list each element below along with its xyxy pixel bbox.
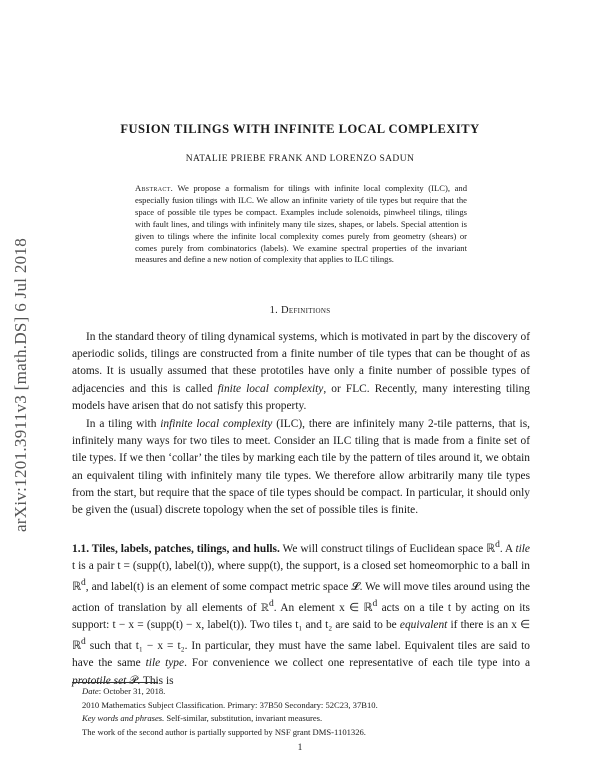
abstract-label: Abstract. — [135, 183, 174, 193]
p3-sup-1: d — [495, 540, 500, 550]
p3-s9: . For convenience we collect one representative of each tile type into a — [184, 657, 531, 670]
footnote-date — [72, 685, 530, 699]
p3-s7: if there is an x ∈ ℝ — [72, 619, 530, 653]
paragraph-1 — [72, 329, 530, 415]
section-title: Definitions — [281, 305, 331, 316]
p3-s3: t is a pair t = (supp(t), label(t)), where supp(t), the support, is a closed set homeomorphic to a ball in ℝ — [72, 560, 530, 593]
arxiv-stamp-text: arXiv:1201.3911v3 [math.DS] 6 Jul 2018 — [11, 237, 30, 532]
p3-sup-3: d — [268, 599, 274, 610]
paragraph-3 — [72, 537, 530, 690]
p3-s5: . An element x ∈ ℝ — [273, 602, 373, 614]
date-value: : October 31, 2018. — [98, 686, 166, 696]
p3-s8: such that t₁ − x = t₂. In particular, they must have the same label. Equivalent tiles are said to have the same — [72, 640, 530, 670]
p2-emphasis: infinite local complexity — [160, 418, 273, 430]
p3-type-em: tile type — [145, 657, 185, 670]
p3-sup-2: d — [81, 578, 86, 589]
p3-s2: . A — [499, 542, 516, 555]
p3-s4: , and label(t) is an element of some compact metric space 𝓛. We will move tiles around using the action of translation by all elements of ℝ — [72, 581, 530, 614]
keywords-value: Self-similar, substitution, invariant measures. — [164, 713, 323, 724]
abstract — [135, 183, 467, 266]
page-number: 1 — [297, 743, 303, 753]
p3-sup-4: d — [372, 599, 378, 610]
p1-emphasis: finite local complexity — [217, 382, 324, 395]
section-number: 1. — [269, 305, 279, 316]
p1-text-b: , or FLC. Recently, many interesting tiling models have arisen that do not satisfy this property. — [72, 382, 530, 412]
abstract-text: We propose a formalism for tilings with infinite local complexity (ILC), and especially fusion tilings with ILC. We allow an infinite variety of tile types but require that the space of possible tile types be compact. Examples include solenoids, pinwheel tilings, tilings with fault lines, and tilings with infinitely many tile sizes, shapes, or labels. Special attention is given to tilings where the infinite local complexity comes purely from geometry (shears) or comes purely from combinatorics (labels). We examine spectral properties of the invariant measures and define a new notion of complexity that applies to ILC tilings. — [135, 183, 467, 265]
p3-s1: We will construct tilings of Euclidean space ℝ — [279, 542, 496, 555]
p2-text-a: In a tiling with — [86, 418, 161, 430]
footnote-grant: The work of the second author is partially supported by NSF grant DMS-1101326. — [82, 727, 366, 738]
p3-equiv-em: equivalent — [399, 619, 448, 632]
keywords-label: Key words and phrases. — [82, 713, 165, 724]
p3-sup-5: d — [81, 637, 86, 648]
paper-title: FUSION TILINGS WITH INFINITE LOCAL COMPLEXITY — [120, 122, 480, 136]
footnote-msc: 2010 Mathematics Subject Classification. Primary: 37B50 Secondary: 52C23, 37B10. — [82, 699, 378, 710]
footnotes — [72, 685, 530, 740]
footnote-rule — [72, 682, 158, 683]
subsection-heading: 1.1. Tiles, labels, patches, tilings, and hulls. — [72, 542, 280, 555]
date-label: Date — [82, 686, 99, 696]
p3-proto-em: prototile set — [72, 674, 127, 687]
footnote-keywords — [72, 712, 530, 726]
p3-s10: 𝒫. This is — [126, 674, 174, 687]
section-heading — [0, 305, 600, 316]
p3-tile-em: tile — [515, 542, 530, 555]
p2-text-b: (ILC), there are infinitely many 2-tile patterns, that is, infinitely many ways for two tiles to meet. Consider an ILC tiling that is made from a finite set of tile types. If we then ‘collar’ the tiles by marking each tile by the pattern of tiles around it, we obtain an equivalent tiling with infinitely many tile types. We therefore allow arbitrarily many tile types from the start, but require that the space of tile types should be compact. In particular, it should only be given the (usual) discrete topology when the set of possible tiles is finite. — [72, 418, 530, 517]
p3-s6: acts on a tile t by acting on its support: t − x = (supp(t) − x, label(t)). Two tiles t₁ and t₂ are said to be — [72, 602, 530, 632]
p1-text-a: In the standard theory of tiling dynamical systems, which is motivated in part by the discovery of aperiodic solids, tilings are constructed from a finite number of tile types that can be thought of as atoms. It is usually assumed that these prototiles have only a finite number of possible types of adjacencies and this is called — [72, 331, 530, 395]
paper-authors: NATALIE PRIEBE FRANK AND LORENZO SADUN — [185, 154, 415, 164]
paragraph-2 — [72, 416, 530, 519]
arxiv-stamp — [6, 212, 36, 557]
